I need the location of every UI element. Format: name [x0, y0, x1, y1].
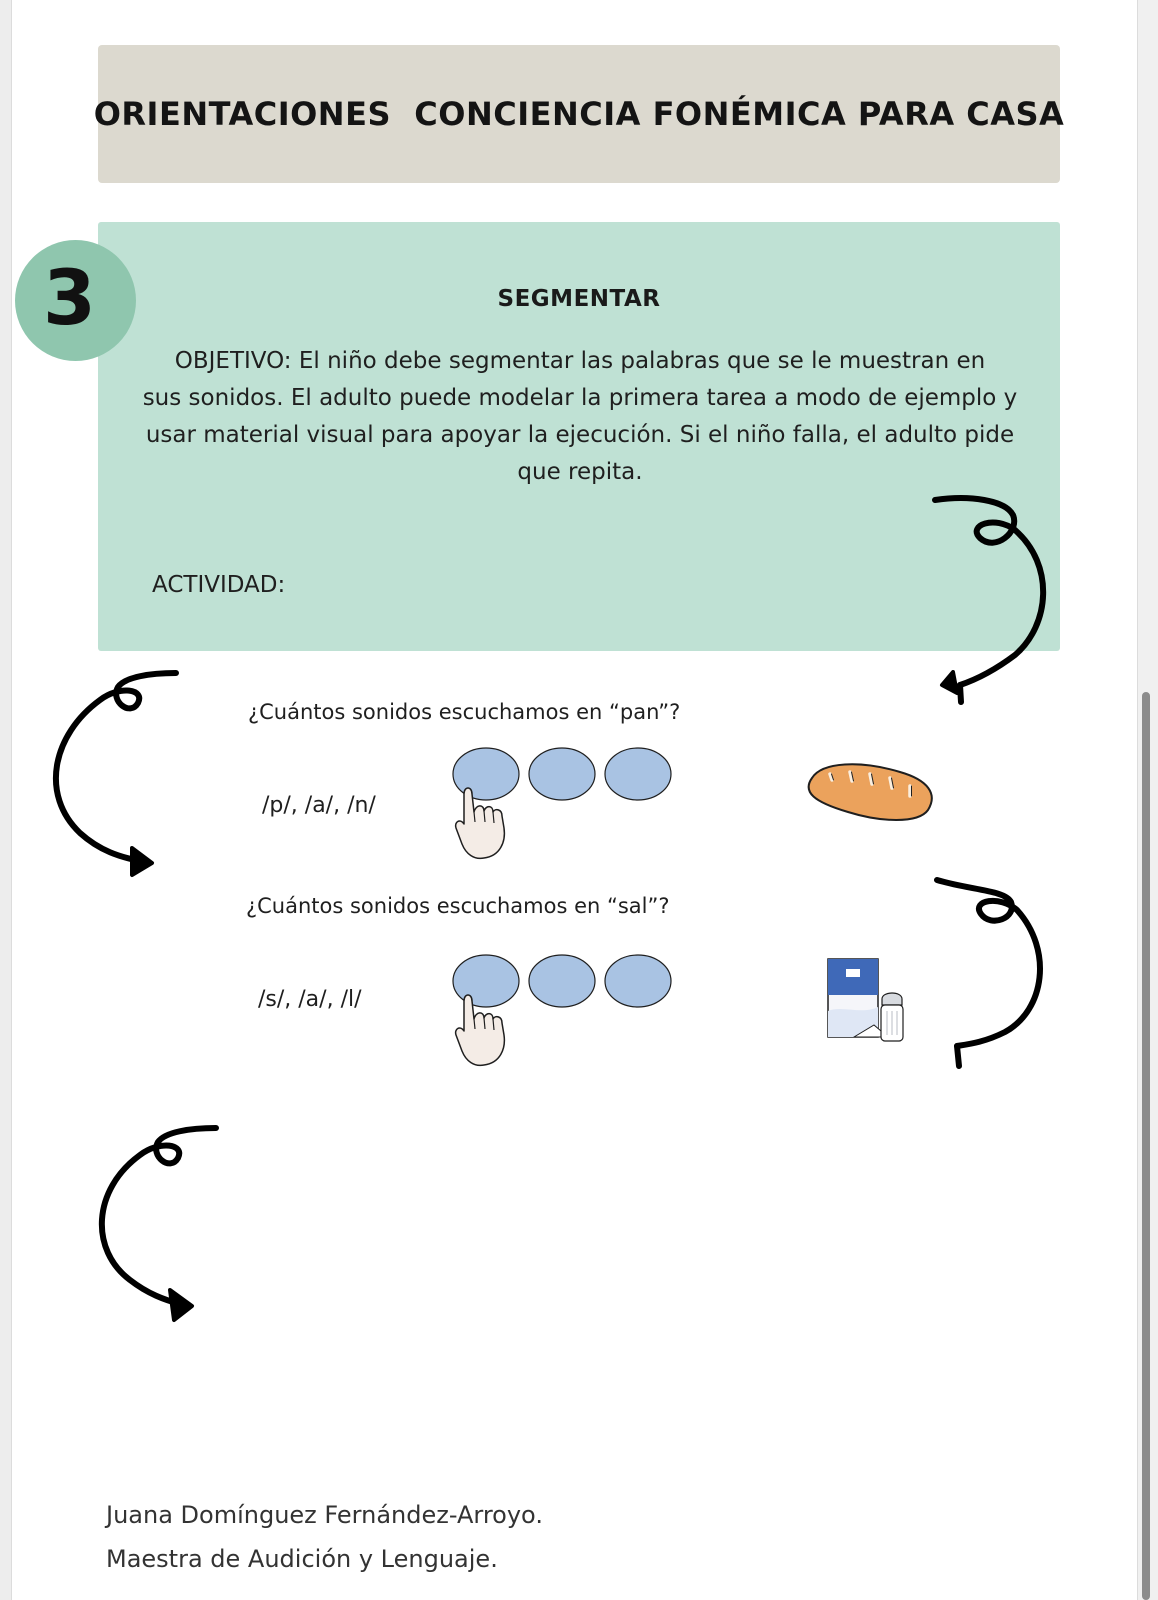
scrollbar[interactable] [1142, 692, 1150, 1600]
section-number: 3 [43, 252, 96, 342]
sound-counter [452, 748, 682, 863]
exercise-phonemes: /s/, /a/, /l/ [258, 987, 362, 1012]
objective-text [104, 343, 1056, 491]
objective-line: OBJETIVO: El niño debe segmentar las palabras que se le muestran en [174, 348, 986, 374]
objective-line: usar material visual para apoyar la ejecución. Si el niño falla, el adulto pide [145, 422, 1015, 448]
activity-label: ACTIVIDAD: [152, 572, 286, 598]
exercise-question: ¿Cuántos sonidos escuchamos en “sal”? [246, 894, 670, 918]
author-role: Maestra de Audición y Lenguaje. [106, 1545, 498, 1573]
bread-icon [800, 756, 940, 828]
sound-circle [605, 955, 671, 1007]
curved-arrow-left-icon [80, 1120, 230, 1340]
salt-icon [826, 955, 916, 1047]
salt-shaker [881, 993, 903, 1041]
curved-arrow-right-icon [925, 490, 1065, 710]
author-name: Juana Domínguez Fernández-Arroyo. [106, 1501, 543, 1529]
objective-line: que repita. [517, 459, 643, 485]
section-title: SEGMENTAR [497, 286, 661, 312]
sound-circle [605, 748, 671, 800]
exercise-question: ¿Cuántos sonidos escuchamos en “pan”? [248, 700, 681, 724]
sound-circle [453, 748, 519, 800]
page-left-edge [0, 0, 12, 1600]
sound-circle [529, 748, 595, 800]
curved-arrow-left-icon [40, 665, 190, 885]
curved-arrow-right-icon [925, 870, 1065, 1090]
sound-circle [453, 955, 519, 1007]
objective-line: sus sonidos. El adulto puede modelar la primera tarea a modo de ejemplo y [142, 385, 1018, 411]
exercise-phonemes: /p/, /a/, /n/ [262, 793, 376, 818]
page-title: ORIENTACIONES CONCIENCIA FONÉMICA PARA CASA [93, 95, 1065, 133]
sound-circle [529, 955, 595, 1007]
page-right-edge [1137, 0, 1158, 1600]
header-band [93, 45, 1065, 183]
author-block [106, 1493, 543, 1581]
sound-counter [452, 955, 682, 1070]
